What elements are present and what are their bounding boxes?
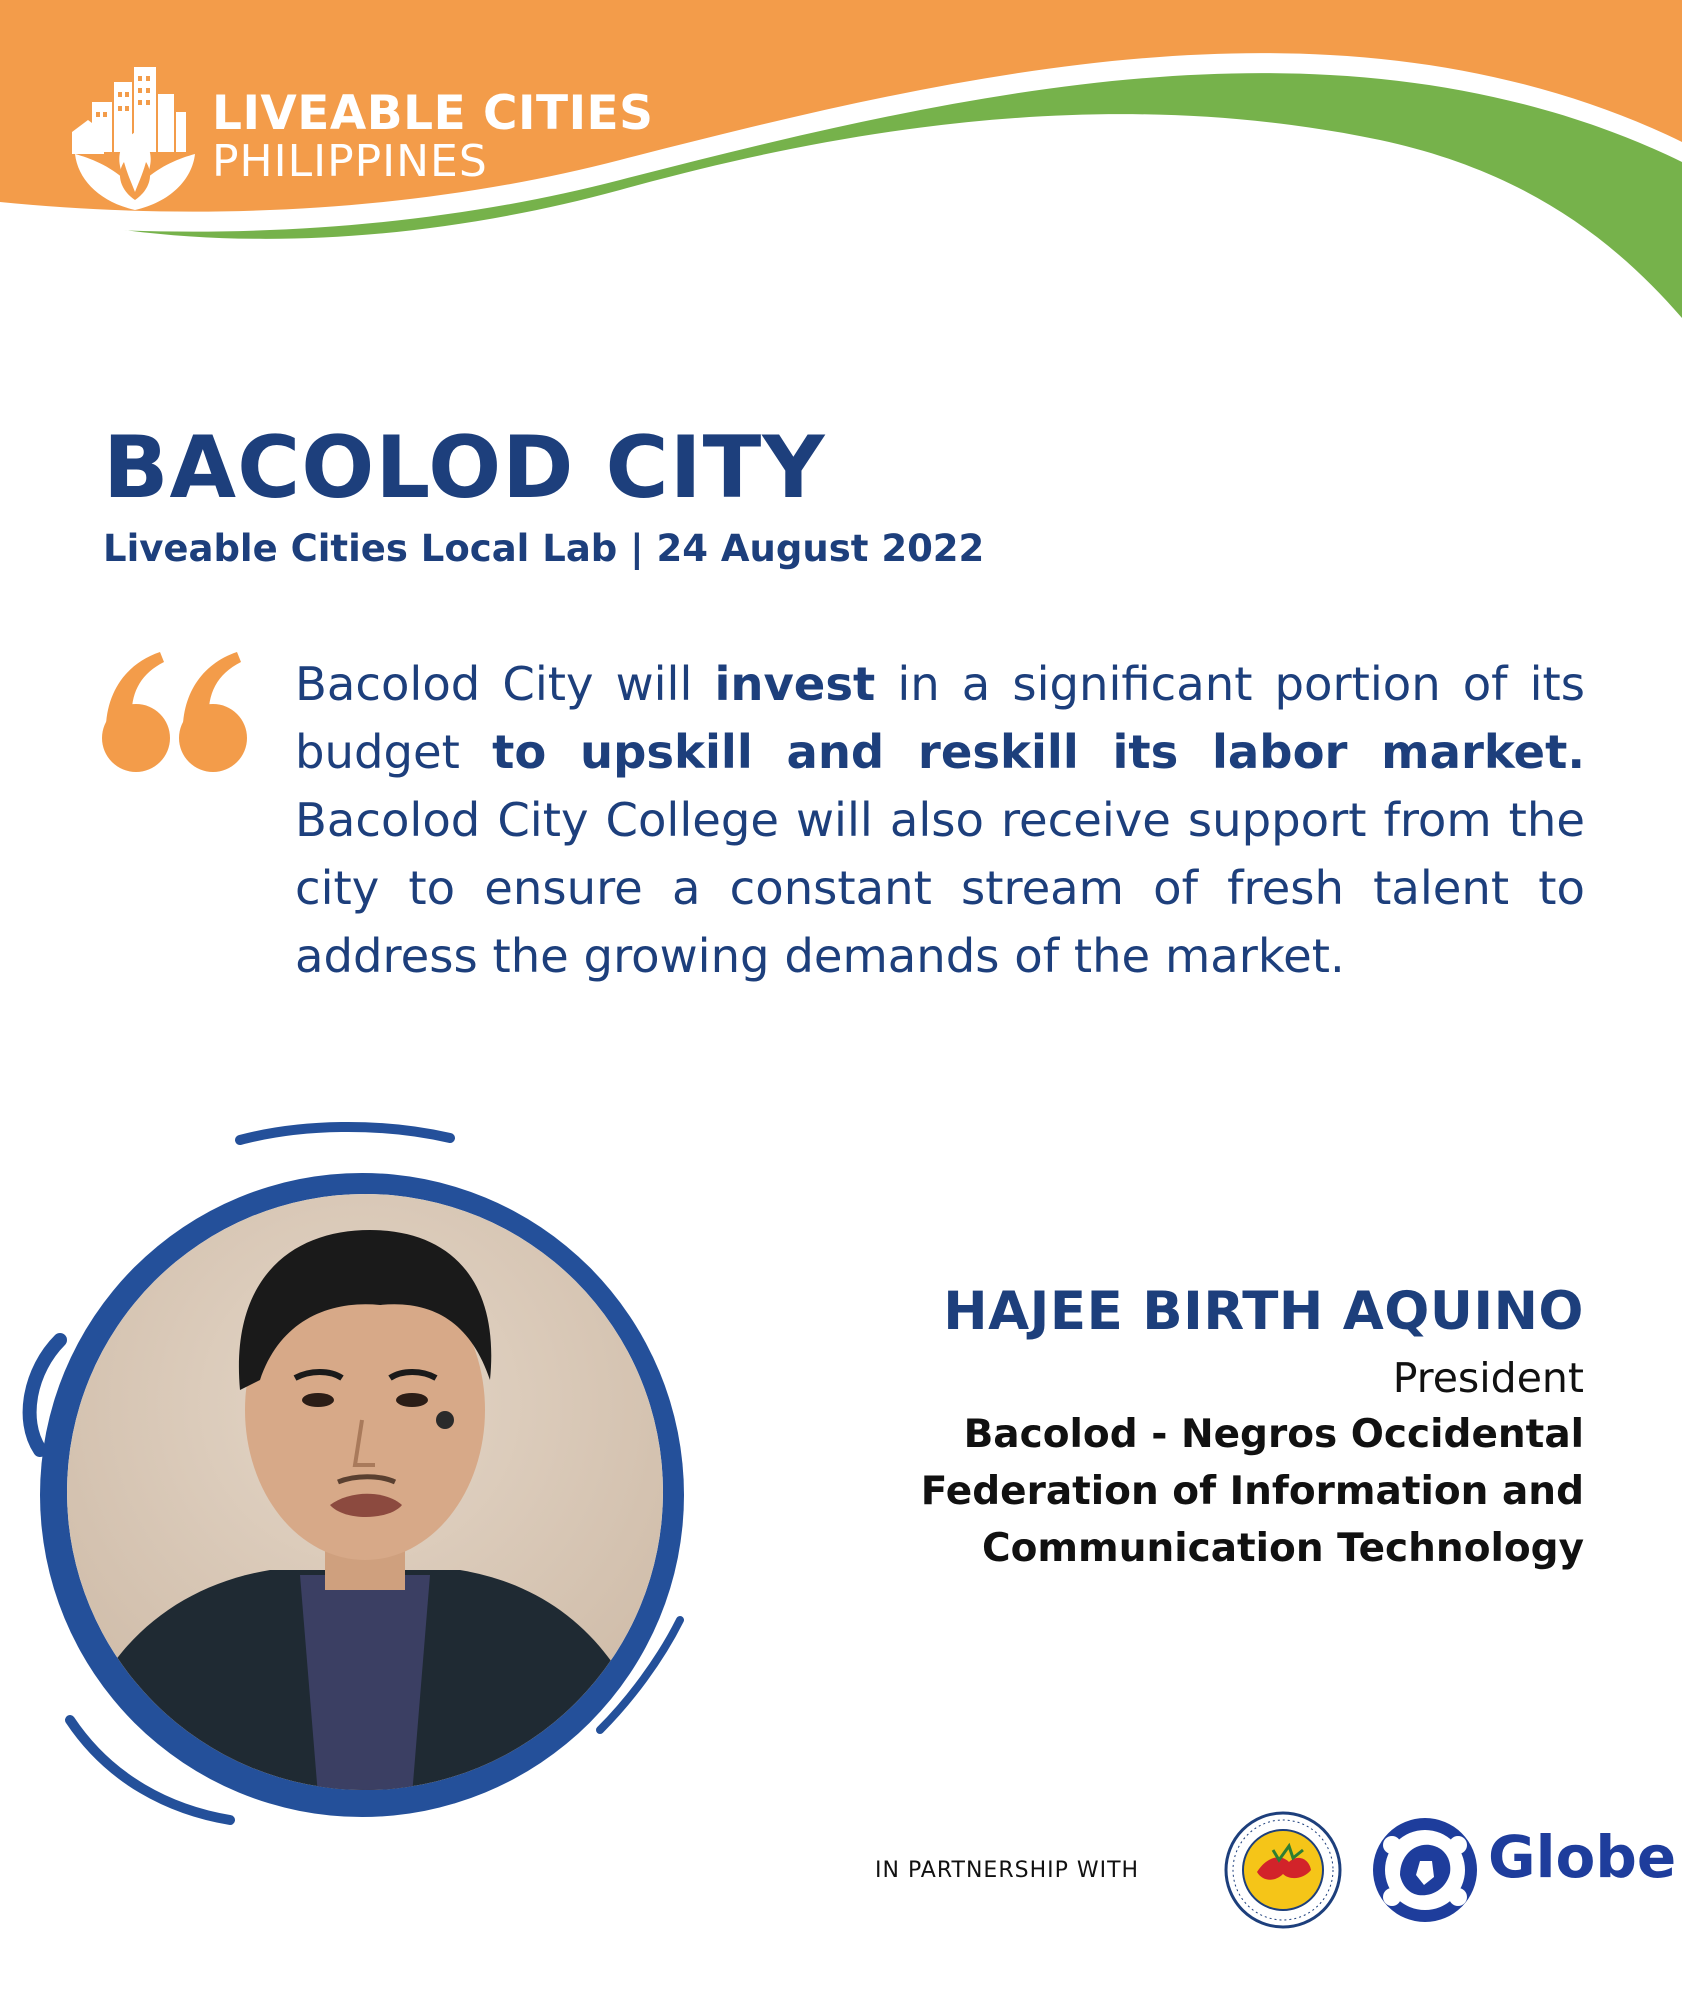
- city-hands-logo-icon: [70, 62, 200, 212]
- event-subtitle: Liveable Cities Local Lab | 24 August 2022: [103, 527, 985, 570]
- quote-segment: Bacolod City College will also receive support from the city to ensure a constant stream of fresh talent to address the growing demands of the market.: [295, 793, 1585, 983]
- brand-name-line2: PHILIPPINES: [212, 135, 488, 187]
- speaker-org-line2: Federation of Information and: [920, 1469, 1584, 1514]
- quote-segment: Bacolod City will: [295, 657, 715, 711]
- brand-logo-group: [70, 62, 654, 212]
- quote-text: [295, 650, 1585, 990]
- brand-name-line1: LIVEABLE CITIES: [212, 86, 654, 142]
- speaker-info: [824, 1278, 1584, 1577]
- speaker-role: President: [1392, 1354, 1584, 1402]
- quote-mark-icon: [98, 650, 253, 775]
- quote-emphasis: to upskill and reskill its labor market.: [492, 725, 1585, 779]
- quote-segment: in a significant portion of its budget: [295, 657, 1585, 779]
- partnership-label: IN PARTNERSHIP WITH: [875, 1858, 1140, 1883]
- globe-wordmark: Globe: [1488, 1823, 1677, 1891]
- globe-logo-icon: [1370, 1815, 1480, 1925]
- speaker-org-line3: Communication Technology: [982, 1526, 1584, 1571]
- quote-emphasis: invest: [714, 657, 876, 711]
- speaker-name: HAJEE BIRTH AQUINO: [943, 1281, 1584, 1342]
- speaker-org-line1: Bacolod - Negros Occidental: [963, 1412, 1584, 1457]
- page-title: BACOLOD CITY: [103, 418, 826, 518]
- speaker-portrait: [0, 1120, 720, 1830]
- league-of-cities-seal-icon: [1223, 1810, 1343, 1930]
